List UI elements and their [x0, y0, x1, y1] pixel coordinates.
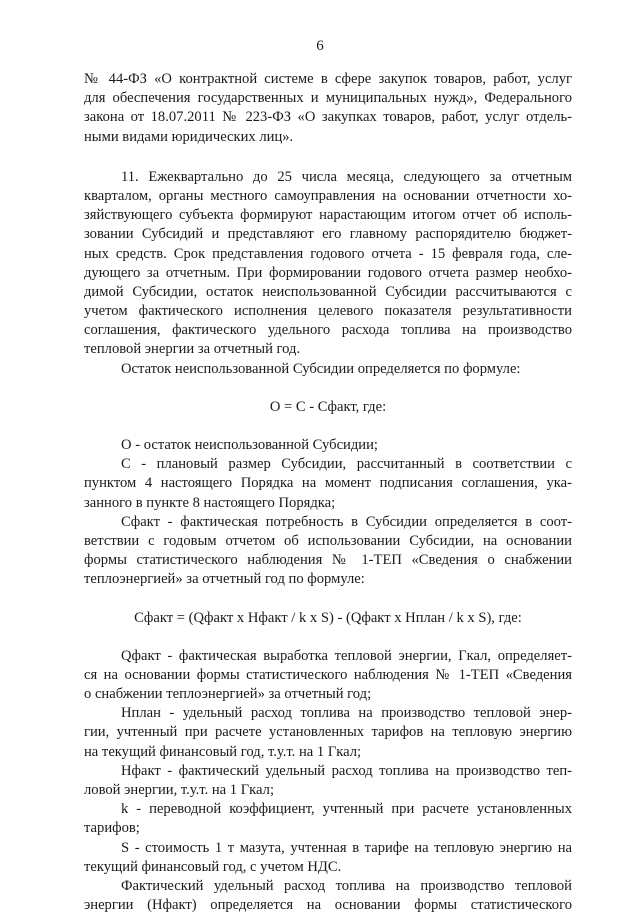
formula-line: Сфакт = (Qфакт х Нфакт / k х S) - (Qфакт х Нплан / k х S), где: [134, 609, 522, 626]
text-line: ными видами юридических лиц». [84, 128, 294, 145]
text-line: C - плановый размер Субсидии, рассчитанный в соответствии с [121, 456, 572, 473]
paragraph-gap [84, 417, 572, 436]
paragraph-gap [84, 147, 572, 168]
text-line: дующего за отчетным. При формировании годового отчета размер необхо- [84, 264, 572, 281]
text-line: Нфакт - фактический удельный расход топлива на производство теп- [121, 762, 572, 779]
text-line: тарифов; [84, 820, 140, 837]
text-line: о снабжении теплоэнергией» за отчетный год; [84, 686, 372, 703]
text-line: на текущий финансовый год, т.у.т. на 1 Гкал; [84, 743, 362, 760]
text-line: закона от 18.07.2011 № 223-ФЗ «О закупках товаров, работ, услуг отдель- [84, 109, 572, 126]
text-line: гии, учтенный при расчете установленных тарифов на тепловую энергию [84, 724, 572, 741]
text-line: № 44-ФЗ «О контрактной системе в сфере закупок товаров, работ, услуг [84, 71, 572, 87]
page-number: 6 [316, 38, 324, 54]
paragraph-gap [84, 379, 572, 398]
text-line: формы статистического наблюдения № 1-ТЕП «Сведения о снабжении [84, 552, 572, 569]
text-line: пунктом 4 настоящего Порядка на момент подписания соглашения, ука- [84, 475, 572, 492]
text-line: для обеспечения государственных и муниципальных нужд», Федерального [84, 90, 572, 107]
text-line: теплоэнергией» за отчетный год по формуле: [84, 571, 365, 588]
paragraph-gap [84, 590, 572, 609]
text-line: 11. Ежеквартально до 25 числа месяца, следующего за отчетным [121, 168, 572, 185]
text-line: O - остаток неиспользованной Субсидии; [121, 437, 378, 453]
text-line: зяйствующего субъекта формируют нарастающим итогом отчет об исполь- [84, 207, 572, 224]
text-line: зовании Субсидий и представляют его главному распорядителю бюджет- [84, 226, 572, 243]
text-line: соглашения, фактического удельного расхода топлива на производство [84, 322, 572, 339]
text-line: ных средств. Срок представления годового отчета - 15 февраля года, сле- [84, 245, 572, 262]
text-line: занного в пункте 8 настоящего Порядка; [84, 494, 336, 511]
text-line: k - переводной коэффициент, учтенный при расчете установленных [121, 801, 572, 818]
text-line: Фактический удельный расход топлива на производство тепловой [121, 877, 572, 894]
text-line: ся на основании формы статистического наблюдения № 1-ТЕП «Сведения [84, 666, 572, 683]
document-body [84, 70, 572, 915]
text-line: Сфакт - фактическая потребность в Субсидии определяется в соот- [121, 513, 572, 530]
formula-line: O = C - Сфакт, где: [269, 398, 387, 415]
text-line: димой Субсидии, остаток неиспользованной Субсидии рассчитываются с [84, 283, 572, 300]
text-line: ловой энергии, т.у.т. на 1 Гкал; [84, 782, 274, 798]
paragraph-gap [84, 628, 572, 647]
text-line: Qфакт - фактическая выработка тепловой энергии, Гкал, определяет- [121, 647, 572, 664]
text-line: текущий финансовый год, с учетом НДС. [84, 858, 342, 875]
text-line: учетом фактического исполнения целевого показателя результативности [84, 303, 572, 320]
text-line: энергии (Нфакт) определяется на основании формы статистического [84, 897, 572, 914]
text-line: кварталом, органы местного самоуправления на основании отчетности хо- [84, 187, 572, 204]
text-line: ветствии с годовым отчетом об использовании Субсидии, на основании [84, 532, 572, 549]
text-line: S - стоимость 1 т мазута, учтенная в тарифе на тепловую энергию на [121, 839, 572, 856]
text-line: Остаток неиспользованной Субсидии определяется по формуле: [121, 360, 521, 377]
text-line: тепловой энергии за отчетный год. [84, 341, 301, 358]
text-line: Нплан - удельный расход топлива на производство тепловой энер- [121, 705, 572, 722]
